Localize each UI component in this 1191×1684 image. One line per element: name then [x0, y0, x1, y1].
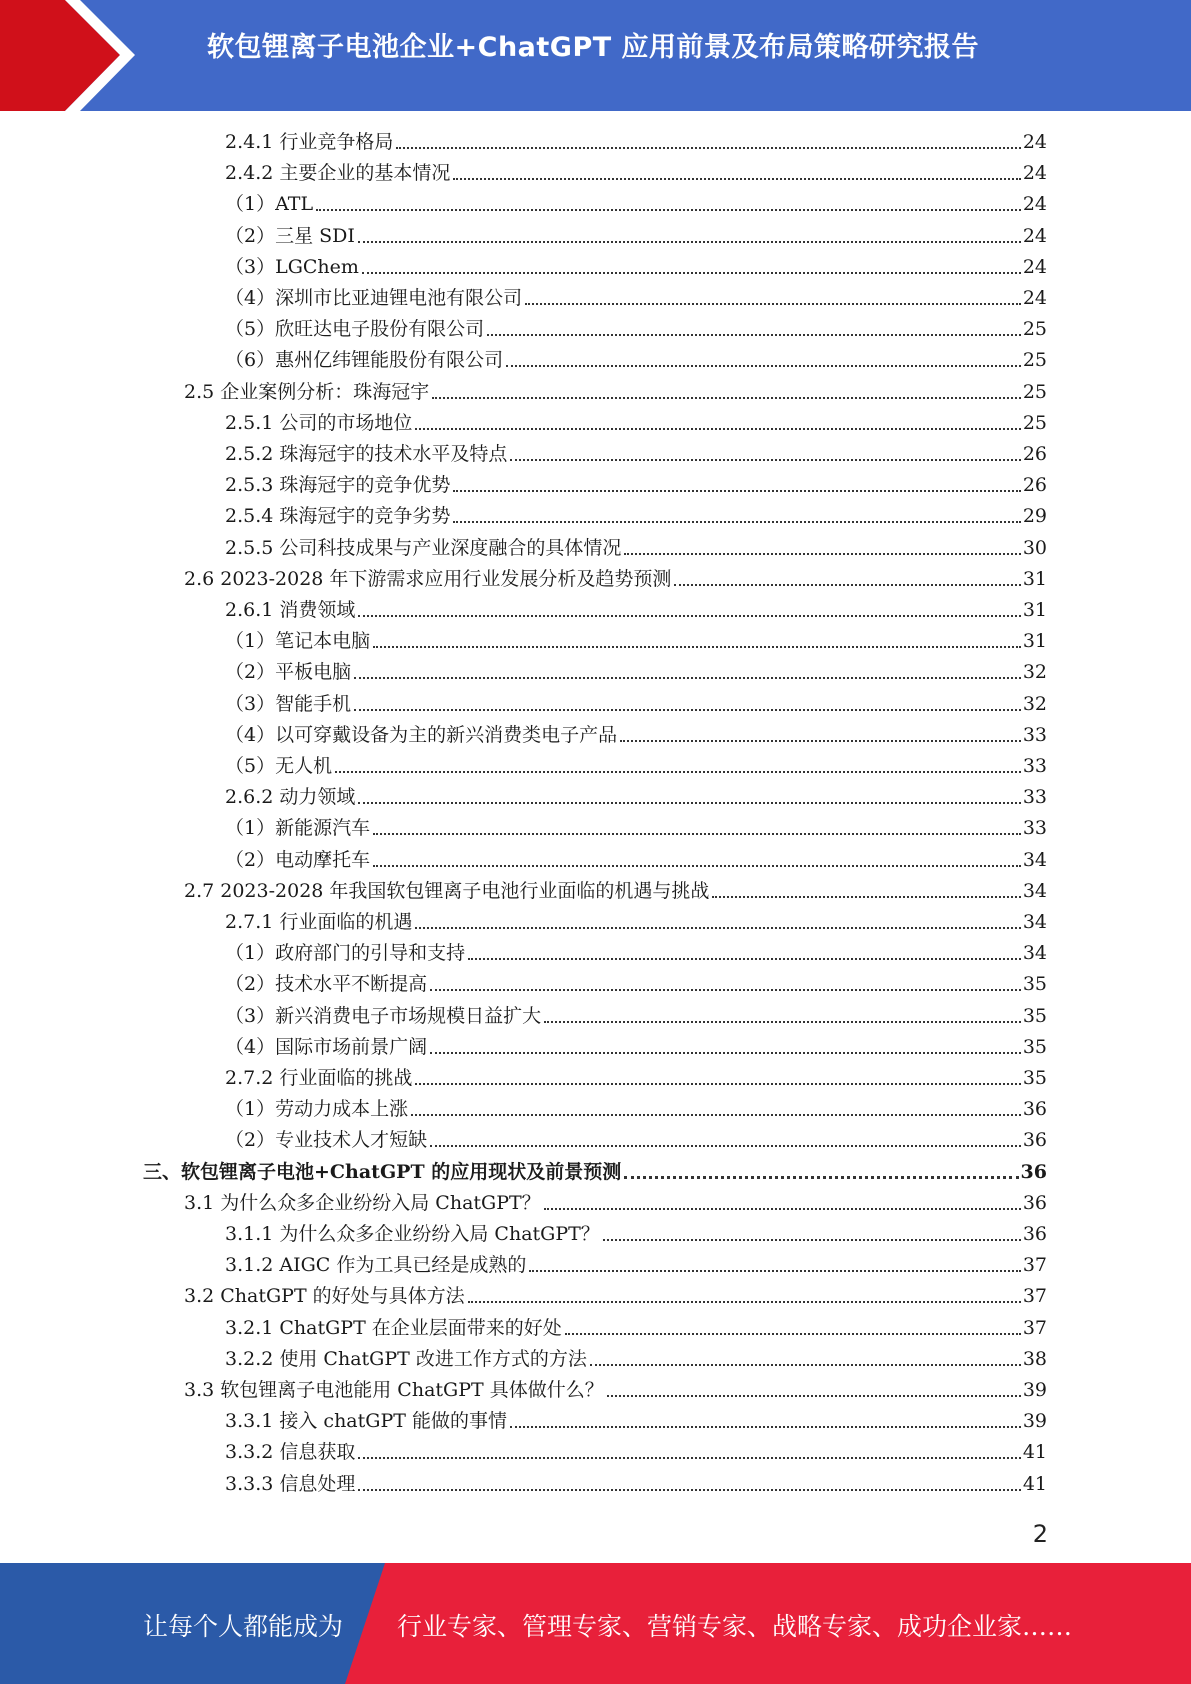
toc-entry[interactable]: [225, 534, 1047, 562]
page-header: [0, 0, 1191, 111]
toc-entry-page: 24: [1022, 224, 1047, 247]
toc-entry[interactable]: [225, 1470, 1047, 1498]
toc-entry-title: 3.3 软包锂离子电池能用 ChatGPT 具体做什么？: [184, 1379, 604, 1401]
toc-entry-page: 26: [1022, 474, 1047, 497]
toc-dot-leader: [358, 1489, 1020, 1491]
toc-entry[interactable]: [225, 1345, 1047, 1373]
toc-entry-page: 36: [1022, 1129, 1047, 1152]
toc-entry-page: 33: [1022, 786, 1047, 809]
toc-entry[interactable]: [225, 721, 1047, 749]
toc-entry-page: 32: [1022, 661, 1047, 684]
toc-entry[interactable]: [225, 190, 1047, 218]
toc-entry[interactable]: [184, 1282, 1047, 1310]
toc-entry-page: 36: [1022, 1191, 1047, 1214]
toc-entry-title: 3.1 为什么众多企业纷纷入局 ChatGPT？: [184, 1191, 541, 1214]
toc-entry-title: 3.3.1 接入 chatGPT 能做的事情: [225, 1410, 507, 1433]
toc-entry-title: 2.6.1 消费领域: [225, 599, 356, 621]
toc-entry[interactable]: [225, 1220, 1047, 1248]
toc-entry-title: 三、软包锂离子电池+ChatGPT 的应用现状及前景预测: [143, 1160, 622, 1183]
toc-entry-title: 2.4.1 行业竞争格局: [225, 131, 394, 153]
toc-dot-leader: [510, 459, 1020, 461]
toc-entry-page: 37: [1022, 1254, 1047, 1277]
toc-entry[interactable]: [225, 690, 1047, 718]
toc-entry-page: 35: [1022, 1004, 1047, 1027]
toc-entry-title: （5）无人机: [225, 755, 333, 777]
toc-entry[interactable]: [225, 596, 1047, 624]
toc-entry-title: 2.7.2 行业面临的挑战: [225, 1067, 413, 1089]
toc-entry[interactable]: [225, 939, 1047, 967]
toc-entry[interactable]: [184, 1189, 1047, 1217]
toc-entry-page: 38: [1022, 1347, 1047, 1370]
toc-entry-title: 2.6 2023-2028 年下游需求应用行业发展分析及趋势预测: [184, 567, 672, 590]
toc-entry[interactable]: [184, 378, 1047, 406]
toc-entry[interactable]: [225, 502, 1047, 530]
toc-dot-leader: [415, 927, 1020, 929]
toc-entry[interactable]: [225, 1314, 1047, 1342]
toc-dot-leader: [358, 241, 1021, 243]
toc-entry[interactable]: [184, 1376, 1047, 1404]
toc-dot-leader: [358, 615, 1020, 617]
toc-entry-page: 26: [1022, 443, 1047, 465]
toc-entry[interactable]: [225, 159, 1047, 187]
toc-entry-title: （3）LGChem: [225, 255, 359, 278]
toc-entry[interactable]: [143, 1158, 1047, 1186]
toc-entry-title: （2）技术水平不断提高: [225, 973, 428, 996]
toc-entry-title: 2.4.2 主要企业的基本情况: [225, 162, 451, 185]
toc-entry-title: 2.5.3 珠海冠宇的竞争优势: [225, 474, 451, 497]
toc-entry-page: 36: [1022, 1223, 1047, 1245]
toc-entry-title: （1）ATL: [225, 193, 314, 216]
toc-entry-title: 2.5.2 珠海冠宇的技术水平及特点: [225, 443, 508, 465]
toc-entry-page: 24: [1022, 131, 1047, 153]
toc-entry-page: 33: [1022, 723, 1047, 746]
toc-dot-leader: [624, 553, 1020, 555]
toc-entry-page: 24: [1022, 162, 1047, 185]
toc-dot-leader: [373, 833, 1021, 835]
toc-entry-page: 39: [1022, 1379, 1047, 1401]
toc-entry[interactable]: [225, 222, 1047, 250]
toc-entry-title: 3.1.1 为什么众多企业纷纷入局 ChatGPT？: [225, 1223, 600, 1245]
toc-dot-leader: [544, 1208, 1021, 1210]
toc-dot-leader: [430, 989, 1021, 991]
toc-entry-title: 3.2.2 使用 ChatGPT 改进工作方式的方法: [225, 1347, 587, 1370]
toc-entry[interactable]: [225, 908, 1047, 936]
toc-entry-page: 31: [1022, 630, 1047, 653]
toc-dot-leader: [396, 147, 1020, 149]
toc-entry[interactable]: [225, 1033, 1047, 1061]
toc-entry-title: （2）三星 SDI: [225, 224, 355, 247]
toc-dot-leader: [411, 1114, 1021, 1116]
toc-entry[interactable]: [225, 1002, 1047, 1030]
toc-entry-page: 34: [1022, 879, 1047, 902]
toc-entry-title: （2）平板电脑: [225, 661, 352, 684]
toc-dot-leader: [335, 771, 1021, 773]
toc-entry[interactable]: [225, 440, 1047, 468]
toc-entry-page: 34: [1022, 911, 1047, 933]
toc-dot-leader: [565, 1333, 1021, 1335]
toc-entry[interactable]: [225, 752, 1047, 780]
toc-dot-leader: [362, 272, 1021, 274]
toc-dot-leader: [453, 178, 1020, 180]
toc-entry-page: 41: [1022, 1472, 1047, 1495]
toc-dot-leader: [358, 802, 1020, 804]
toc-dot-leader: [487, 334, 1021, 336]
toc-dot-leader: [354, 677, 1021, 679]
toc-dot-leader: [544, 1021, 1021, 1023]
toc-entry-page: 36: [1020, 1160, 1047, 1183]
toc-dot-leader: [415, 428, 1020, 430]
toc-entry-page: 36: [1022, 1098, 1047, 1121]
toc-entry-title: 3.2.1 ChatGPT 在企业层面带来的好处: [225, 1316, 562, 1339]
toc-entry-page: 25: [1022, 318, 1047, 341]
toc-entry[interactable]: [225, 1407, 1047, 1435]
toc-entry-title: 2.7.1 行业面临的机遇: [225, 911, 413, 933]
page-number: 2: [1032, 1520, 1048, 1548]
toc-entry-page: 24: [1022, 193, 1047, 216]
toc-entry-title: 2.5.5 公司科技成果与产业深度融合的具体情况: [225, 536, 622, 559]
page-footer: [0, 1563, 1191, 1684]
toc-dot-leader: [607, 1395, 1021, 1397]
toc-dot-leader: [316, 209, 1021, 211]
toc-entry-title: （1）笔记本电脑: [225, 630, 371, 653]
toc-entry[interactable]: [225, 1126, 1047, 1154]
toc-entry-title: （3）智能手机: [225, 692, 352, 715]
toc-entry-page: 41: [1022, 1441, 1047, 1464]
toc-entry-title: （2）专业技术人才短缺: [225, 1129, 428, 1152]
toc-entry-page: 33: [1022, 755, 1047, 777]
toc-dot-leader: [415, 1083, 1020, 1085]
toc-entry-page: 37: [1022, 1316, 1047, 1339]
toc-entry-page: 24: [1022, 287, 1047, 309]
toc-dot-leader: [468, 1301, 1021, 1303]
toc-entry-page: 35: [1022, 1035, 1047, 1058]
toc-entry[interactable]: [225, 284, 1047, 312]
toc-entry-page: 39: [1022, 1410, 1047, 1433]
toc-entry-page: 31: [1022, 599, 1047, 621]
toc-entry[interactable]: [225, 658, 1047, 686]
toc-entry-title: （4）深圳市比亚迪锂电池有限公司: [225, 287, 523, 309]
toc-entry-title: （1）劳动力成本上涨: [225, 1098, 409, 1121]
toc-entry[interactable]: [225, 315, 1047, 343]
toc-entry[interactable]: [225, 1095, 1047, 1123]
toc-entry[interactable]: [225, 814, 1047, 842]
toc-dot-leader: [620, 740, 1021, 742]
toc-dot-leader: [525, 303, 1021, 305]
toc-dot-leader: [506, 365, 1021, 367]
toc-entry-page: 34: [1022, 942, 1047, 965]
toc-dot-leader: [432, 397, 1021, 399]
report-title: 软包锂离子电池企业+ChatGPT 应用前景及布局策略研究报告: [207, 32, 980, 63]
toc-entry-page: 25: [1022, 380, 1047, 403]
toc-entry-page: 29: [1022, 505, 1047, 528]
footer-slogan-left: 让每个人都能成为: [143, 1612, 344, 1641]
toc-dot-leader: [674, 584, 1020, 586]
toc-dot-leader: [453, 521, 1020, 523]
toc-entry-page: 34: [1022, 848, 1047, 871]
toc-dot-leader: [468, 958, 1021, 960]
toc-entry[interactable]: [225, 346, 1047, 374]
toc-entry-page: 37: [1022, 1285, 1047, 1308]
toc-entry[interactable]: [225, 846, 1047, 874]
toc-entry[interactable]: [184, 565, 1047, 593]
toc-dot-leader: [373, 646, 1021, 648]
toc-entry-title: （4）以可穿戴设备为主的新兴消费类电子产品: [225, 723, 618, 746]
toc-entry-title: 2.6.2 动力领域: [225, 786, 356, 809]
toc-entry[interactable]: [184, 877, 1047, 905]
toc-entry[interactable]: [225, 128, 1047, 156]
toc-dot-leader: [624, 1176, 1018, 1179]
toc-dot-leader: [430, 1052, 1021, 1054]
toc-entry-title: 3.3.3 信息处理: [225, 1472, 356, 1495]
toc-entry-page: 32: [1022, 692, 1047, 715]
toc-entry-title: 2.5 企业案例分析：珠海冠宇: [184, 380, 430, 403]
toc-entry-title: （3）新兴消费电子市场规模日益扩大: [225, 1004, 542, 1027]
toc-dot-leader: [358, 1457, 1020, 1459]
toc-entry-title: （6）惠州亿纬锂能股份有限公司: [225, 349, 504, 372]
toc-dot-leader: [510, 1426, 1021, 1428]
toc-entry-title: 3.3.2 信息获取: [225, 1441, 356, 1464]
toc-entry-title: （4）国际市场前景广阔: [225, 1035, 428, 1058]
toc-dot-leader: [529, 1270, 1020, 1272]
toc-entry-title: （2）电动摩托车: [225, 848, 371, 871]
toc-dot-leader: [430, 1145, 1021, 1147]
toc-entry[interactable]: [225, 1251, 1047, 1279]
toc-entry[interactable]: [225, 1064, 1047, 1092]
toc-entry-page: 25: [1022, 411, 1047, 434]
toc-dot-leader: [373, 865, 1021, 867]
toc-entry-title: 3.2 ChatGPT 的好处与具体方法: [184, 1285, 465, 1308]
toc-dot-leader: [712, 896, 1020, 898]
toc-dot-leader: [453, 490, 1020, 492]
toc-entry-page: 33: [1022, 817, 1047, 840]
toc-entry-page: 31: [1022, 567, 1047, 590]
footer-slogan-right: 行业专家、管理专家、营销专家、战略专家、成功企业家……: [397, 1612, 1073, 1641]
toc-dot-leader: [590, 1364, 1021, 1366]
red-chevron-arrow-icon: [0, 0, 160, 111]
toc-entry[interactable]: [225, 783, 1047, 811]
toc-dot-leader: [603, 1239, 1021, 1241]
toc-entry[interactable]: [225, 627, 1047, 655]
toc-entry[interactable]: [225, 970, 1047, 998]
toc-entry-page: 30: [1022, 536, 1047, 559]
toc-entry-page: 35: [1022, 1067, 1047, 1089]
toc-entry-page: 25: [1022, 349, 1047, 372]
toc-entry-title: （1）新能源汽车: [225, 817, 371, 840]
toc-entry-title: 2.7 2023-2028 年我国软包锂离子电池行业面临的机遇与挑战: [184, 879, 710, 902]
toc-entry-page: 35: [1022, 973, 1047, 996]
toc-entry-title: 3.1.2 AIGC 作为工具已经是成熟的: [225, 1254, 527, 1277]
toc-entry-title: 2.5.1 公司的市场地位: [225, 411, 413, 434]
toc-entry[interactable]: [225, 471, 1047, 499]
toc-entry[interactable]: [225, 409, 1047, 437]
toc-entry-title: （5）欣旺达电子股份有限公司: [225, 318, 485, 341]
toc-entry-title: （1）政府部门的引导和支持: [225, 942, 466, 965]
toc-entry-page: 24: [1022, 255, 1047, 278]
toc-entry-title: 2.5.4 珠海冠宇的竞争劣势: [225, 505, 451, 528]
toc-entry[interactable]: [225, 253, 1047, 281]
toc-dot-leader: [354, 709, 1021, 711]
toc-entry[interactable]: [225, 1438, 1047, 1466]
